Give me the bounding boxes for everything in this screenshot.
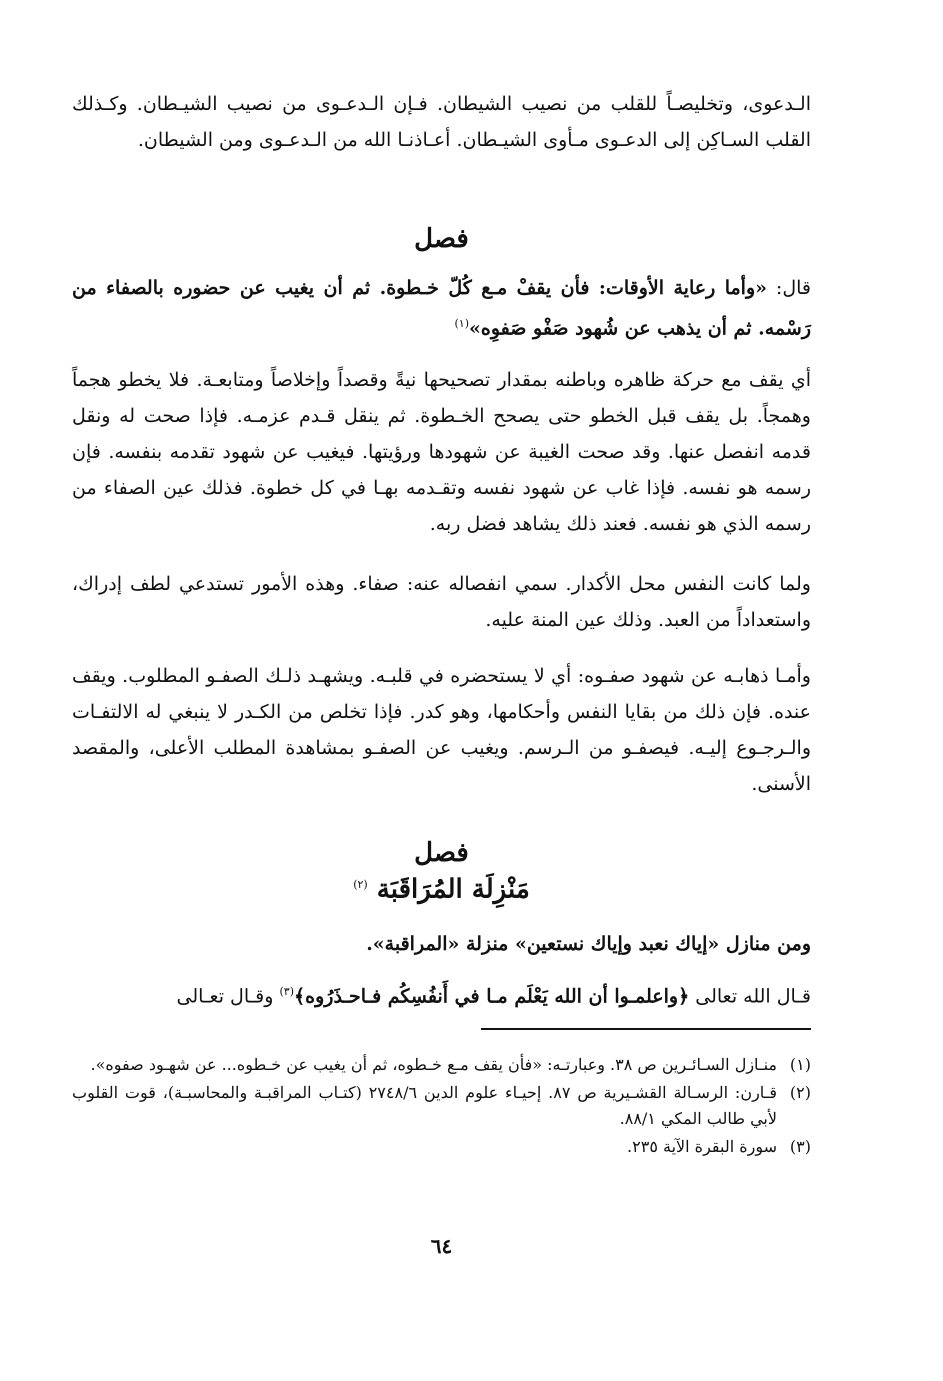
footnote-ref-2: (٢) (353, 878, 368, 891)
footnote-text: سورة البقرة الآية ٢٣٥. (627, 1137, 777, 1156)
section1-para1: أي يقف مع حركة ظاهره وباطنه بمقدار تصحيحها نيةً وقصداً وإخلاصاً ومتابعـة. فلا يخطو هجماً وهمجاً. بل يقف قبل الخطو حتى يصحح الخـطوة. ثم ينقل قـدم عزمـه. فإذا صحت له ونقل قدمه انفصل عنها. وقد صحت الغيبة عن شهودها ورؤيتها. فيغيب عن شهود تقدمه بنفسه. فإن رسمه هو نفسه. فإذا غاب عن شهود نفسه وتقـدمه بهـا في كل خطوة. فذلك عين الصفاء من رسمه الذي هو نفسه. فعند ذلك يشاهد فضل ربه. (72, 369, 811, 535)
section1-heading-block (72, 222, 811, 256)
footnotes (72, 1052, 811, 1162)
section2-para2-block (72, 974, 811, 1014)
footnote-number: (٢) (789, 1083, 811, 1102)
footnote-text: منـازل السـائـرين ص ٣٨. وعبارتـه: «فأن يقف مـع خـطوه، ثم أن يغيب عن خـطوه... عن شهـود صفوه». (90, 1055, 777, 1074)
section2-heading-block (72, 836, 811, 905)
top-paragraph-block (72, 86, 811, 158)
section1-para2-block (72, 566, 811, 638)
section2-para1: ومن منازل «إياك نعبد وإياك نستعين» منزلة «المراقبة». (366, 933, 811, 955)
quote-prefix: قال: (767, 277, 812, 299)
footnote-ref-3: (٣) (279, 985, 294, 998)
quote-text: «وأما رعاية الأوقات: فأن يقفْ مـع كُلّ خـطوة. ثم أن يغيب عن حضوره بالصفاء من رَسْمه. ثم أن يذهب عن شُهود صَفْو صَفوِه» (72, 277, 811, 340)
page-number: ٦٤ (430, 1234, 453, 1258)
footnote-number: (٣) (789, 1137, 811, 1156)
section1-quote (72, 270, 811, 346)
top-paragraph: الـدعوى، وتخليصـاً للقلب من نصيب الشيطان. فـإن الـدعـوى من نصيب الشيـطان. وكـذلك القلب السـاكِن إلى الدعـوى مـأوى الشيـطان. أعـاذنـا الله من الـدعـوى ومن الشيطان. (72, 93, 811, 151)
footnote-separator (481, 1028, 811, 1030)
section2-para1-block (72, 926, 811, 962)
section2-heading: فصل (414, 838, 469, 868)
section1-para3: وأمـا ذهابـه عن شهود صفـوه: أي لا يستحضره في قلبـه. ويشهـد ذلـك الصفـو المطلوب. ويقف عنده. فإن ذلك من بقايا النفس وأحكامها، وهو كدر. فإذا تخلص من الكـدر لا ينبغي له الالتفـات والـرجـوع إليـه. فيصفـو من الـرسم. ويغيب عن الصفـو بمشاهدة المطلب الأعلى، والمقصد الأسنى. (72, 665, 811, 795)
quran-verse: ﴿واعلمـوا أن الله يَعْلَم مـا في أَنفُسِكُم فـاحـذَرُوه﴾ (294, 985, 690, 1008)
section2-subheading: مَنْزِلَة المُرَاقَبَة (376, 874, 530, 905)
section1-heading: فصل (414, 224, 469, 254)
footnote (72, 1052, 811, 1078)
section1-para3-block (72, 658, 811, 802)
section2-subheading-line (72, 870, 811, 905)
footnote (72, 1134, 811, 1160)
section1-para2: ولما كانت النفس محل الأكدار. سمي انفصاله عنه: صفاء. وهذه الأمور تستدعي لطف إدراك، واستعداداً من العبد. وذلك عين المنة عليه. (72, 573, 811, 631)
footnote-number: (١) (789, 1055, 811, 1074)
footnote-ref-1: (١) (454, 317, 469, 330)
para2-suffix: وقـال تعـالى (176, 985, 280, 1008)
section2-para2 (72, 974, 811, 1014)
footnote (72, 1080, 811, 1132)
footnote-text: قـارن: الرسـالة القشـيرية ص ٨٧. إحيـاء علوم الدين ٢٧٤٨/٦ (كتـاب المراقبـة والمحاسبـة)، قوت القلوب لأبي طالب المكي ٨٨/١. (72, 1083, 778, 1128)
section1-para1-block (72, 362, 811, 542)
para2-prefix: قـال الله تعالى (689, 985, 811, 1008)
section1-quote-block (72, 270, 811, 346)
